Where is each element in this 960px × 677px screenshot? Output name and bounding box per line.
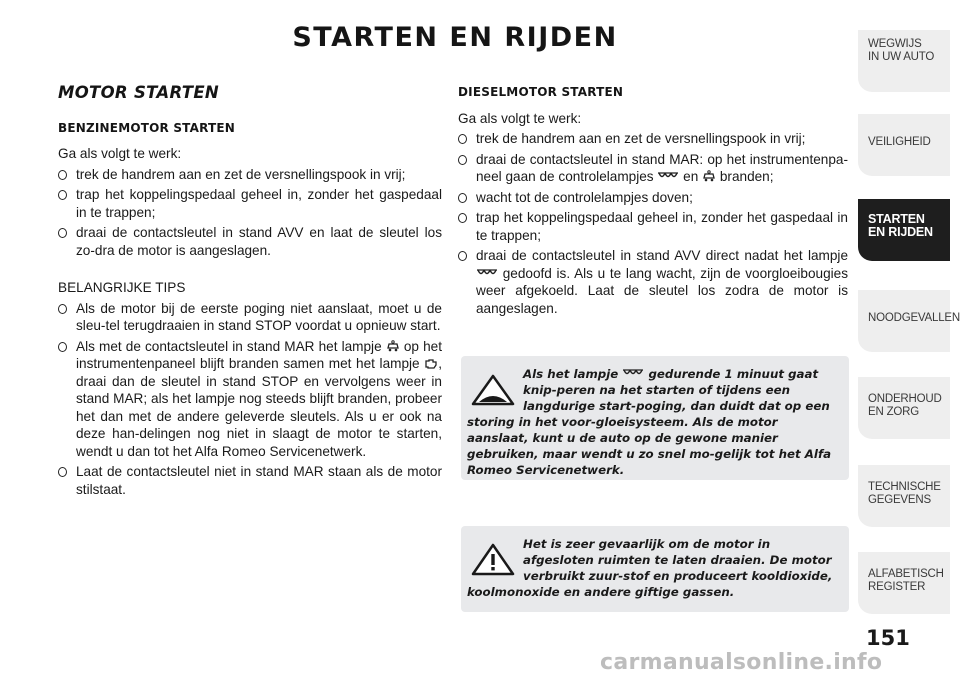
left-column [58, 80, 442, 501]
list-item: trap het koppelingspedaal geheel in, zonder het gaspedaal in te trappen; [458, 209, 848, 244]
diesel-start-subheading: DIESELMOTOR STARTEN [458, 85, 624, 99]
bullet-icon [58, 342, 67, 352]
petrol-start-subheading: BENZINEMOTOR STARTEN [58, 120, 236, 135]
warning-triangle-icon [467, 372, 519, 408]
petrol-steps-list [58, 166, 442, 260]
tab-wegwijs[interactable]: WEGWIJS IN UW AUTO [858, 30, 950, 92]
bullet-icon [458, 213, 467, 223]
list-item: wacht tot de controlelampjes doven; [458, 189, 848, 207]
list-item: draai de contactsleutel in stand AVV direct nadat het lampje gedoofd is. Als u te lang wacht, zijn de voorgloeibougies weer afgekoeld. Laat de sleutel los zodra de motor is aangeslagen. [458, 247, 848, 317]
chapter-tabs [858, 0, 960, 677]
bullet-icon [58, 228, 67, 238]
bullet-icon [458, 251, 467, 261]
tab-onderhoud[interactable]: ONDERHOUD EN ZORG [858, 377, 950, 439]
warning-triangle-icon [467, 542, 519, 578]
page-number: 151 [866, 626, 910, 650]
tips-title: BELANGRIJKE TIPS [58, 280, 186, 295]
tips-list [58, 300, 442, 499]
diesel-steps-list [458, 130, 848, 317]
bullet-icon [58, 304, 67, 314]
section-heading: MOTOR STARTEN [58, 83, 220, 102]
list-item: Als de motor bij de eerste poging niet aanslaat, moet u de sleu-tel terugdraaien in stand STOP voordat u opnieuw start. [58, 300, 442, 335]
tab-technische-gegevens[interactable]: TECHNISCHE GEGEVENS [858, 465, 950, 527]
car-key-icon [702, 170, 716, 183]
bullet-icon [58, 190, 67, 200]
bullet-icon [58, 467, 67, 477]
bullet-icon [458, 155, 467, 165]
danger-exhaust-note [461, 526, 849, 612]
glow-plug-icon [657, 171, 679, 182]
page-title: STARTEN EN RIJDEN [292, 22, 618, 53]
bullet-icon [458, 134, 467, 144]
list-item: trek de handrem aan en zet de versnellingspook in vrij; [458, 130, 848, 148]
list-item: trek de handrem aan en zet de versnellingspook in vrij; [58, 166, 442, 184]
tab-alfabetisch-register[interactable]: ALFABETISCH REGISTER [858, 552, 950, 614]
diesel-intro: Ga als volgt te werk: [458, 110, 582, 126]
list-item: Laat de contactsleutel niet in stand MAR staan als de motor stilstaat. [58, 463, 442, 498]
glow-plug-icon [622, 368, 644, 379]
engine-failure-icon [424, 357, 438, 370]
tab-starten-en-rijden[interactable]: STARTEN EN RIJDEN [858, 199, 950, 261]
right-column [458, 80, 848, 320]
list-item: trap het koppelingspedaal geheel in, zonder het gaspedaal in te trappen; [58, 186, 442, 221]
note-text: Als het lampje gedurende 1 minuut gaat knip-peren na het starten of tijdens een langdurige start-poging, dan duidt dat op een storing in het voor-gloeisysteem. Als de motor aanslaat, kunt u de auto op de gewone manier gebruiken, maar wendt u zo snel mo-gelijk tot het Alfa Romeo Servicenetwerk. [467, 367, 832, 477]
petrol-intro: Ga als volgt te werk: [58, 146, 182, 161]
car-key-icon [386, 340, 400, 353]
list-item: draai de contactsleutel in stand AVV en laat de sleutel los zo-dra de motor is aangeslagen. [58, 224, 442, 259]
tab-veiligheid[interactable]: VEILIGHEID [858, 114, 950, 176]
bullet-icon [458, 193, 467, 203]
list-item: draai de contactsleutel in stand MAR: op het instrumentenpa-neel gaan de controlelampjes en branden; [458, 151, 848, 186]
glow-plug-icon [476, 268, 498, 279]
list-item: Als met de contactsleutel in stand MAR het lampje op het instrumentenpaneel blijft branden samen met het lampje , draai dan de sleutel in stand STOP en vervolgens weer in stand MAR; als het lampje nog steeds blijft branden, probeer het dan met de andere geleverde sleutels. Als u er ook na deze han-delingen nog niet in slaagt de motor te starten, wendt u dan tot het Alfa Romeo Servicenetwerk. [58, 338, 442, 461]
note-text: Het is zeer gevaarlijk om de motor in afgesloten ruimten te laten draaien. De motor verbruikt zuur-stof en produceert kooldioxide, koolmonoxide en andere giftige gassen. [467, 537, 833, 599]
glow-plug-warning-note [461, 356, 849, 480]
watermark: carmanualsonline.info [600, 650, 883, 675]
tab-noodgevallen[interactable]: NOODGEVALLEN [858, 290, 950, 352]
bullet-icon [58, 170, 67, 180]
